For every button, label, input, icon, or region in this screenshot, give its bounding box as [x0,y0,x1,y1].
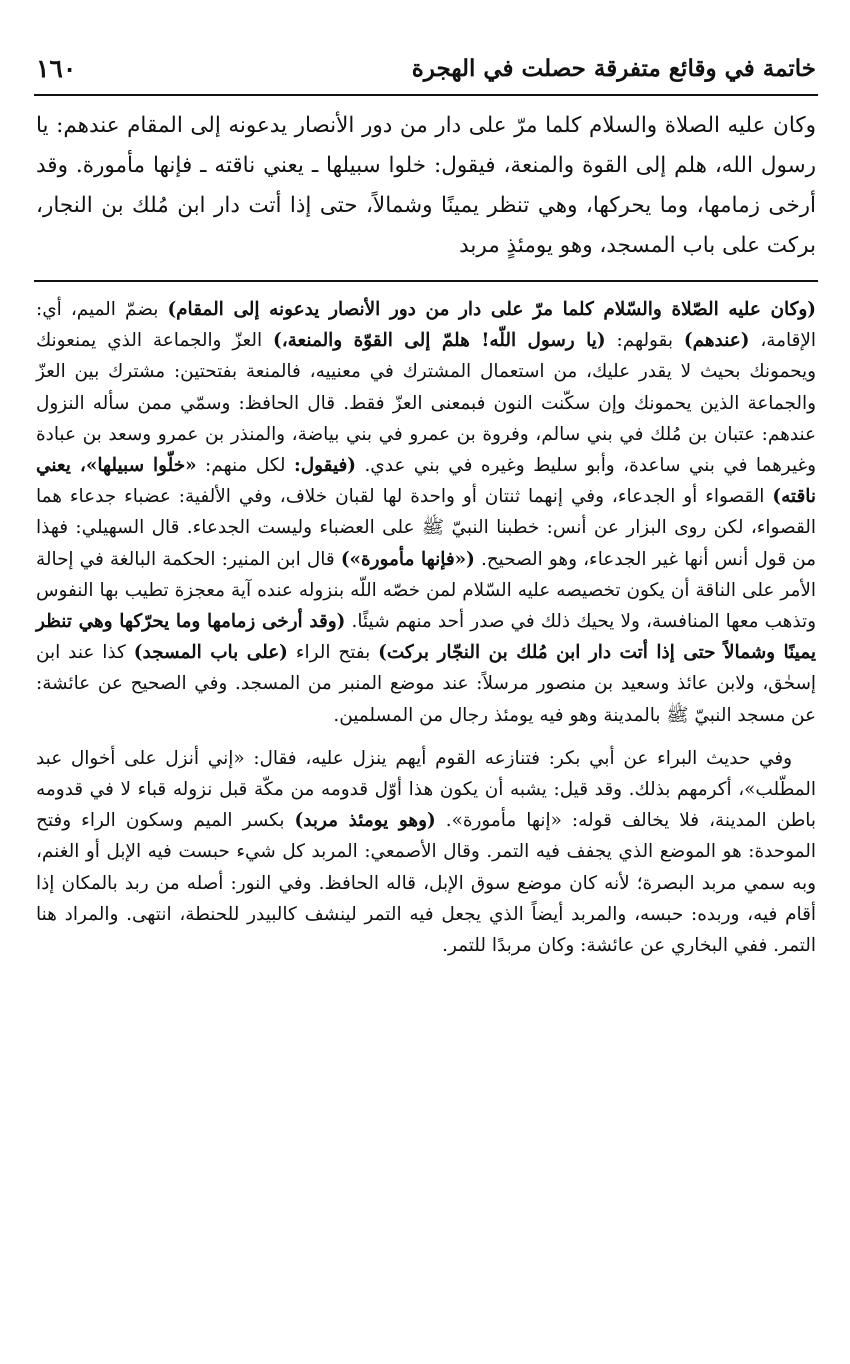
commentary-text: بفتح الراء [287,642,379,664]
commentary-paragraph-2 [36,743,816,961]
commentary-text: بكسر الميم وسكون الراء وفتح الموحدة: هو الموضع الذي يجفف فيه التمر. وقال الأصمعي: المربد كل شيء حبست فيه الإبل أو الغنم، وبه سمي مربد البصرة؛ لأنه كان موضع سوق الإبل، قاله الحافظ. وفي النور: أصله من ربد بالمكان إذا أقام فيه، وربده: حبسه، والمربد أيضاً الذي يجعل فيه التمر لينشف كالبيدر للحنطة، انتهى. والمراد هنا التمر. ففي البخاري عن عائشة: وكان مربدًا للتمر. [36,810,816,957]
book-page [34,46,818,961]
commentary-text: القصواء أو الجدعاء، وفي إنهما ثنتان أو واحدة لها لقبان خلاف، وفي الألفية: عضباء جدعاء هما القصواء، لكن روى البزار عن أنس: خطبنا النبيّ ﷺ على العضباء وليست الجدعاء. قال السهيلي: فهذا من قول أنس أنها غير الجدعاء، وهو الصحيح. [36,486,816,570]
quoted-main-text: (على باب المسجد) [133,642,288,664]
commentary-text: بضمّ الميم، أي: الإقامة، [36,299,817,352]
quoted-main-text: (عندهم) [683,330,750,352]
quoted-main-text: (وكان عليه الصّلاة والسّلام كلما مرّ على دار من دور الأنصار يدعونه إلى المقام) [167,299,816,320]
commentary-block [34,294,818,961]
quoted-main-text: (وهو يومئذ مربد) [294,810,436,832]
commentary-paragraph-1 [36,294,816,731]
quoted-main-text: (فيقول: [293,455,356,477]
running-header [34,46,818,90]
commentary-text: بقولهم: [605,330,684,352]
main-text-paragraph: وكان عليه الصلاة والسلام كلما مرّ على دار من دور الأنصار يدعونه إلى المقام عندهم: يا رسول الله، هلم إلى القوة والمنعة، فيقول: خلوا سبيلها ـ يعني ناقته ـ فإنها مأمورة. وقد أرخى زمامها، وما يحركها، وهي تنظر يمينًا وشمالاً، حتى إذا أتت دار ابن مُلك بن النجار، بركت على باب المسجد، وهو يومئذٍ مربد [36,113,816,258]
quoted-main-text: (وقد أرخى زمامها وما يحرّكها وهي تنظر يمينًا وشمالاً حتى إذا أتت دار ابن مُلك بن النجّار بركت) [36,611,816,664]
commentary-text: كذا عند ابن إسحٰق، ولابن عائذ وسعيد بن منصور مرسلاً: عند موضع المنبر من المسجد. وفي الصحيح عن عائشة: عن مسجد النبيّ ﷺ بالمدينة وهو فيه يومئذ رجال من المسلمين. [36,642,816,726]
page-number: ١٦٠ [36,53,77,83]
commentary-text: قال ابن المنير: الحكمة البالغة في إحالة الأمر على الناقة أن يكون تخصيصه عليه السّلام لمن خصّه اللّه بنزوله عنده آية معجزة تطيب بها النفوس وتذهب معها المنافسة، ولا يحيك ذلك في صدر أحد منهم شيئًا. [36,548,817,633]
chapter-title: خاتمة في وقائع متفرقة حصلت في الهجرة [411,54,816,82]
main-text-block [34,106,818,266]
quoted-main-text: «خلّوا سبيلها»، يعني ناقته) [36,455,816,508]
quoted-main-text: («فإنها مأمورة») [340,548,475,570]
commentary-separator [34,280,818,282]
quoted-main-text: (يا رسول اللّه! هلمّ إلى القوّة والمنعة،) [273,330,606,352]
header-rule [34,94,818,96]
commentary-text: العزّ والجماعة الذي يمنعونك ويحمونك بحيث لا يقدر عليك، من استعمال المشترك في معنييه، فالمنعة بفتحتين: مشترك بين العزّ والجماعة الذين يحمونك وإن سكّنت النون فبمعنى العزّ فقط. قال الحافظ: وسمّي ممن سأله النزول عندهم: عتبان بن مُلك في بني سالم، وفروة بن عمرو في بني بياضة، والمنذر بن عمرو وسعد بن عبادة وغيرهما في بني ساعدة، وأبو سليط وغيره في بني عدي. [36,330,817,477]
commentary-text: لكل منهم: [196,455,294,477]
commentary-text: وفي حديث البراء عن أبي بكر: فتنازعه القوم أيهم ينزل عليه، فقال: «إني أنزل على أخوال عبد المطّلب»، أكرمهم بذلك. وقد قيل: يشبه أن يكون هذا أوّل قدومه من مكّة قبل نزوله قباء لا في قدومه باطن المدينة، فلا يخالف قوله: «إنها مأمورة». [36,747,817,832]
